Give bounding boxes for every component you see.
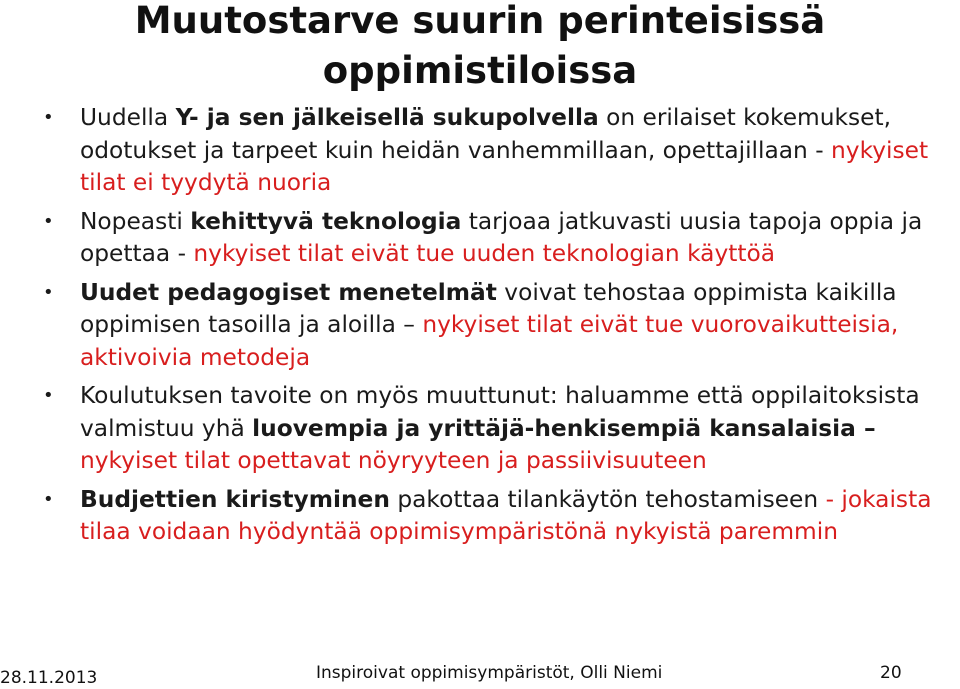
- bullet-text: Uudet pedagogiset menetelmät voivat tehostaa oppimista kaikilla oppimisen tasoilla ja aloilla – nykyiset tilat eivät tue vuorovaikutteisia, aktivoivia metodeja: [80, 278, 899, 371]
- bullet-dot-icon: •: [43, 488, 54, 510]
- bullet-text: Uudella Y- ja sen jälkeisellä sukupolvella on erilaiset kokemukset, odotukset ja tarpeet kuin heidän vanhemmillaan, opettajillaan - nykyiset tilat ei tyydytä nuoria: [80, 104, 929, 196]
- bullet-dot-icon: •: [43, 385, 54, 406]
- slide-title-line-2: oppimistiloissa: [322, 49, 638, 92]
- slide-title-line-1: Muutostarve suurin perinteisissä: [134, 0, 826, 42]
- bullet-list: [40, 102, 940, 555]
- footer-presentation-info: Inspiroivat oppimisympäristöt, Olli Niemi: [316, 663, 663, 683]
- bullet-dot-icon: •: [43, 281, 54, 303]
- bullet-item: [40, 206, 940, 271]
- bullet-text: Nopeasti kehittyvä teknologia tarjoaa jatkuvasti uusia tapoja oppia ja opettaa - nykyiset tilat eivät tue uuden teknologian käyttöä: [80, 207, 923, 267]
- bullet-item: [40, 277, 940, 375]
- bullet-item: [40, 484, 940, 549]
- bullet-dot-icon: •: [43, 107, 54, 128]
- bullet-dot-icon: •: [43, 210, 54, 232]
- bullet-text: Budjettien kiristyminen pakottaa tilankäytön tehostamiseen - jokaista tilaa voidaan hyödyntää oppimisympäristönä nykyistä paremmin: [80, 485, 932, 545]
- footer-page-number: 20: [880, 663, 902, 683]
- bullet-text: Koulutuksen tavoite on myös muuttunut: haluamme että oppilaitoksista valmistuu yhä luovempia ja yrittäjä-henkisempiä kansalaisia – nykyiset tilat opettavat nöyryyteen ja passiivisuuteen: [80, 382, 920, 474]
- slide-title: [0, 0, 960, 96]
- bullet-item: [40, 102, 940, 200]
- bullet-item: [40, 380, 940, 478]
- footer-date: 28.11.2013: [0, 668, 98, 688]
